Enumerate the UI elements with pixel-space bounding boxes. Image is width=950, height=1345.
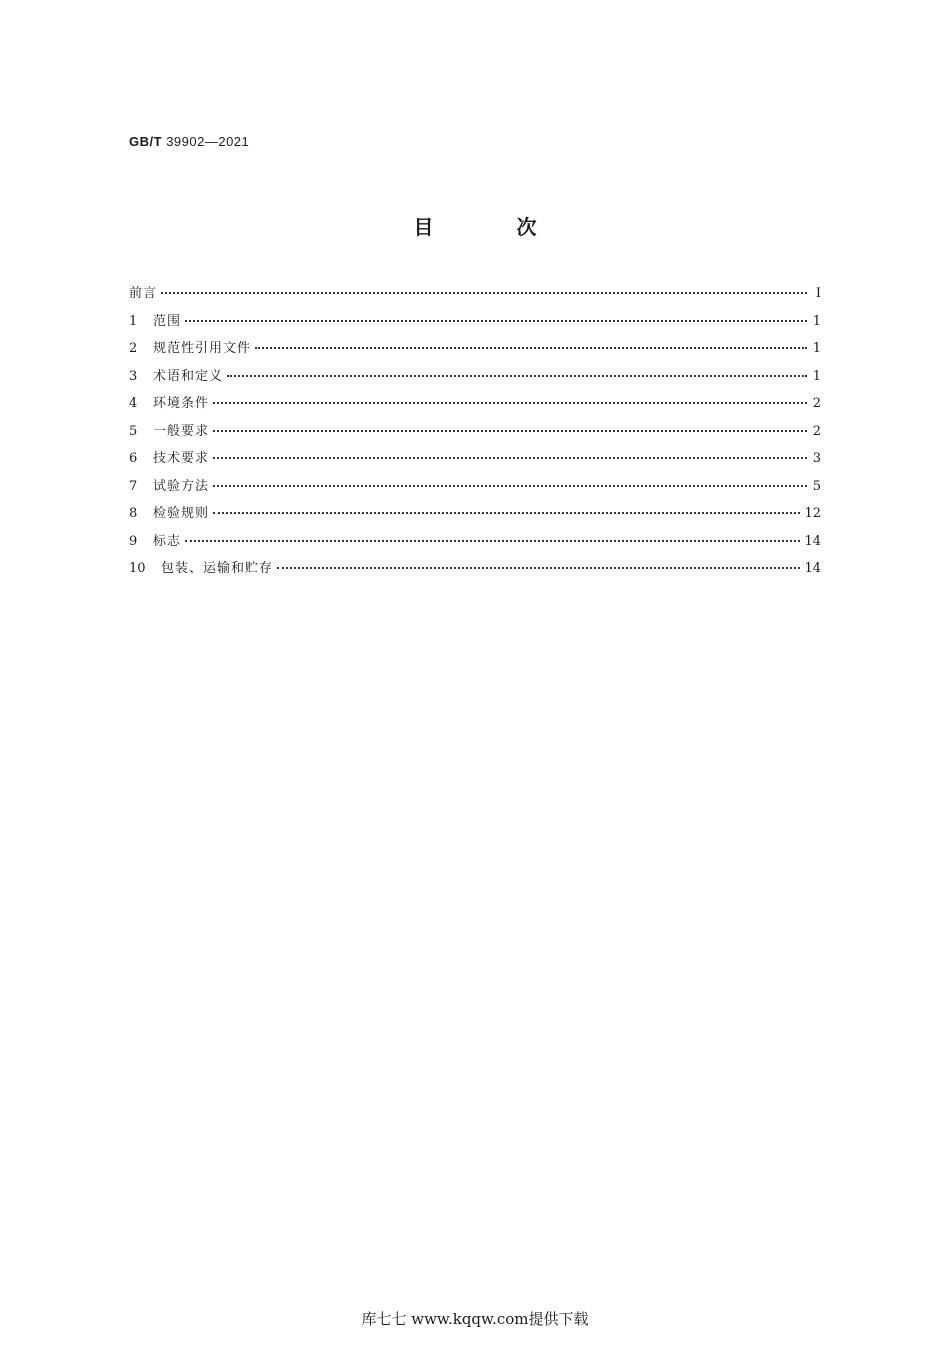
dot-leader [255, 339, 807, 352]
toc-entry-number: 7 [129, 478, 138, 494]
dot-leader [277, 559, 800, 572]
dot-leader [213, 449, 807, 462]
toc-entry-page: 2 [812, 423, 821, 439]
toc-entry-number: 9 [129, 533, 138, 549]
dot-leader [227, 367, 807, 380]
toc-entry-label: 前言 [129, 286, 158, 301]
dot-leader [213, 422, 807, 435]
toc-entry-page: 2 [812, 396, 821, 411]
toc-entry-2[interactable] [129, 337, 821, 365]
toc-entry-page: 1 [812, 368, 821, 384]
toc-entry-page: Ⅰ [815, 286, 821, 301]
toc-entry-3[interactable] [129, 365, 821, 393]
toc-entry-label: 检验规则 [153, 506, 210, 521]
toc-entry-number: 1 [129, 313, 138, 329]
toc-entry-page: 3 [812, 451, 821, 466]
toc-entry-label: 环境条件 [153, 396, 210, 411]
toc-entry-page: 12 [804, 506, 821, 521]
toc-entry-page: 1 [812, 313, 821, 329]
toc-entry-7[interactable] [129, 475, 821, 503]
toc-entry-page: 14 [804, 533, 821, 549]
toc-entry-6[interactable] [129, 447, 821, 475]
toc-entry-10[interactable] [129, 557, 821, 585]
toc-entry-label: 包装、运输和贮存 [161, 561, 274, 576]
toc-entry-number: 5 [129, 423, 138, 439]
dot-leader [213, 504, 800, 517]
toc-entry-number: 2 [129, 341, 138, 356]
dot-leader [213, 394, 807, 407]
standard-prefix: GB/T [129, 134, 163, 149]
standard-number: 39902—2021 [166, 134, 250, 149]
standard-code [129, 134, 249, 149]
toc-entry-number: 10 [129, 561, 146, 576]
toc-entry-number: 3 [129, 368, 138, 384]
toc-entry-label: 范围 [153, 313, 182, 329]
download-source-footer: 库七七 www.kqqw.com提供下载 [361, 1310, 589, 1328]
toc-entry-4[interactable] [129, 392, 821, 420]
toc-entry-page: 14 [804, 561, 821, 576]
toc-entry-label: 技术要求 [153, 451, 210, 466]
toc-entry-number: 4 [129, 396, 138, 411]
dot-leader [185, 532, 800, 545]
toc-entry-label: 术语和定义 [153, 368, 224, 384]
toc-entry-label: 一般要求 [153, 423, 210, 439]
toc-entry-label: 标志 [153, 533, 182, 549]
toc-entry-label: 试验方法 [153, 478, 210, 494]
toc-entry-foreword[interactable] [129, 282, 821, 310]
dot-leader [213, 477, 807, 490]
table-of-contents [129, 282, 821, 585]
toc-entry-label: 规范性引用文件 [153, 341, 252, 356]
toc-entry-8[interactable] [129, 502, 821, 530]
dot-leader [161, 284, 807, 297]
toc-entry-1[interactable] [129, 310, 821, 338]
toc-entry-number: 8 [129, 506, 138, 521]
toc-entry-5[interactable] [129, 420, 821, 448]
toc-entry-page: 1 [812, 341, 821, 356]
toc-entry-number: 6 [129, 451, 138, 466]
dot-leader [185, 312, 807, 325]
toc-entry-page: 5 [812, 478, 821, 494]
page-title: 目 次 [413, 215, 575, 239]
toc-entry-9[interactable] [129, 530, 821, 558]
